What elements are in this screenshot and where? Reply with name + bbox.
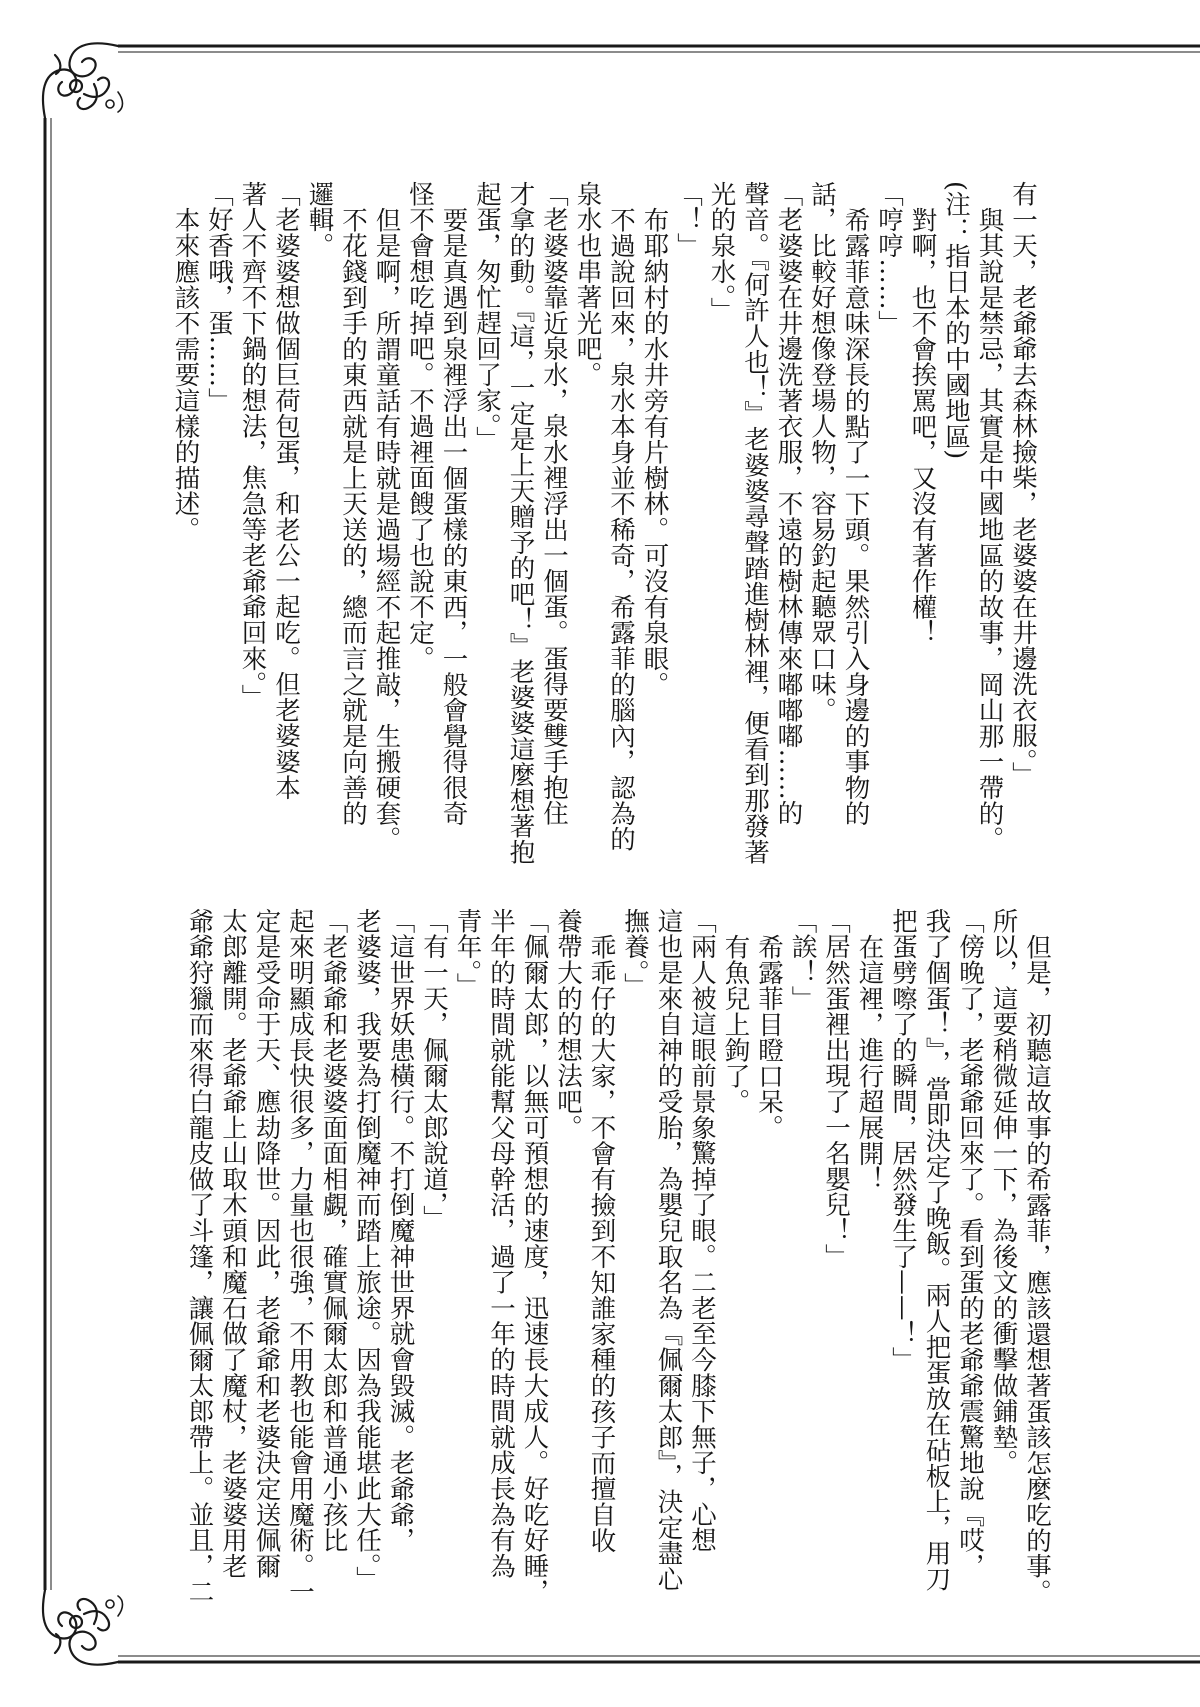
text-line: 但是，初聽這故事的希露菲，應該還想著蛋該怎麼吃的事。 [1022, 933, 1052, 1605]
text-line: 泉水也串著光吧。 [572, 181, 603, 388]
text-line: 本來應該不需要這樣的描述。 [170, 206, 201, 542]
text-line: 布耶納村的水井旁有片樹林。可沒有泉眼。 [639, 206, 670, 697]
text-line: 「老婆婆想做個巨荷包蛋，和老公一起吃。但老婆婆本 [271, 181, 301, 801]
text-line: 「誒！」 [787, 908, 818, 1012]
text-line: 「！」 [673, 181, 703, 259]
text-line: 不花錢到手的東西就是上天送的，總而言之就是向善的 [338, 206, 368, 826]
text-line: 半年的時間就能幫父母幹活，過了一年的時間就成長為有為 [486, 908, 516, 1579]
text-line: 希露菲意味深長的點了一下頭。果然引入身邊的事物的 [840, 206, 871, 826]
text-line: 「居然蛋裡出現了一名嬰兒！」 [821, 908, 851, 1270]
text-line: 與其說是禁忌，其實是中國地區的故事，岡山那一帶的。 [974, 206, 1005, 852]
text-line: 希露菲目瞪口呆。 [754, 933, 784, 1140]
text-line: 「老爺爺和老婆婆面面相覷，確實佩爾太郎和普通小孩比 [318, 908, 349, 1553]
text-line: 但是啊，所謂童話有時就是過場經不起推敲，生搬硬套。 [371, 206, 402, 852]
text-line: 對啊，也不會挨罵吧，又沒有著作權！ [907, 206, 938, 646]
text-line: 聲音。『何許人也！』老婆婆尋聲踏進樹林裡，便看到那發著 [740, 181, 770, 865]
text-line: 「兩人被這眼前景象驚掉了眼。二老至今膝下無子，心想 [687, 908, 717, 1553]
text-line: 老婆婆，我要為打倒魔神而踏上旅途。因為我能堪此大任。」 [352, 908, 382, 1592]
text-line: 話，比較好想像登場人物，容易釣起聽眾口味。 [807, 181, 837, 723]
text-line: 「老婆婆在井邊洗著衣服，不遠的樹林傳來嘟嘟嘟……的 [773, 181, 804, 826]
text-line: 才拿的動。『這，一定是上天贈予的吧！』老婆婆這麼想著抱 [505, 181, 536, 865]
text-line: 乖乖仔的大家，不會有撿到不知誰家種的孩子而擅自收 [586, 933, 617, 1553]
text-line: 「有一天，佩爾太郎說道，」 [419, 908, 449, 1231]
text-line: 太郎離開。老爺爺上山取木頭和魔石做了魔杖，老婆婆用老 [218, 908, 248, 1579]
text-line: 把蛋劈嚓了的瞬間，居然發生了——！」 [888, 908, 918, 1373]
text-line: 「這世界妖患橫行。不打倒魔神世界就會毀滅。老爺爺， [385, 908, 416, 1553]
text-line: 這也是來自神的受胎，為嬰兒取名為『佩爾太郎』，決定盡心 [653, 908, 684, 1592]
text-line: 「傍晚了，老爺爺回來了。看到蛋的老爺爺震驚地說『哎， [955, 908, 985, 1579]
text-line: 邏輯。 [304, 181, 335, 259]
text-line: 「哼哼……」 [874, 181, 904, 336]
text-line: 起蛋，匆忙趕回了家。」 [472, 181, 502, 453]
text-line: 撫養。」 [620, 908, 650, 999]
text-line: 有一天，老爺爺去森林撿柴，老婆婆在井邊洗衣服。」 [1008, 181, 1038, 788]
text-line: 起來明顯成長快很多，力量也很強，不用教也能會用魔術。一 [285, 908, 315, 1605]
text-line: 養帶大的的想法吧。 [553, 908, 583, 1141]
text-block-upper [168, 181, 1039, 865]
text-line: 「佩爾太郎，以無可預想的速度，迅速長大成人。好吃好睡， [519, 908, 550, 1605]
bottom-left-flourish-icon [43, 1590, 123, 1665]
text-block-lower [182, 908, 1053, 1605]
text-line: 爺爺狩獵而來得白龍皮做了斗篷，讓佩爾太郎帶上。並且，二 [184, 908, 215, 1605]
text-line: 定是受命于天、應劫降世。因此，老爺爺和老婆決定送佩爾 [251, 908, 282, 1579]
text-line: 要是真遇到泉裡浮出一個蛋樣的東西，一般會覺得很奇 [438, 206, 469, 826]
text-line: 「好香哦，蛋……」 [204, 181, 234, 414]
top-left-flourish-icon [43, 43, 123, 118]
text-line: 所以，這要稍微延伸一下，為後文的衝擊做鋪墊。 [988, 908, 1019, 1476]
text-line: 青年。」 [452, 908, 483, 999]
text-line: 「老婆婆靠近泉水，泉水裡浮出一個蛋。蛋得要雙手抱住 [539, 181, 569, 826]
text-line: 在這裡，進行超展開！ [854, 933, 885, 1192]
text-line: 不過說回來，泉水本身並不稀奇，希露菲的腦內，認為的 [606, 206, 636, 852]
text-line: 著人不齊不下鍋的想法，焦急等老爺爺回來。」 [237, 181, 268, 711]
text-line: (注：指日本的中國地區) [941, 181, 971, 460]
text-line: 我了個蛋！』，當即決定了晚飯。兩人把蛋放在砧板上，用刀 [921, 908, 952, 1592]
text-line: 光的泉水。」 [706, 181, 737, 324]
text-line: 怪不會想吃掉吧。不過裡面餿了也說不定。 [405, 181, 435, 672]
text-line: 有魚兒上鉤了。 [720, 933, 751, 1115]
